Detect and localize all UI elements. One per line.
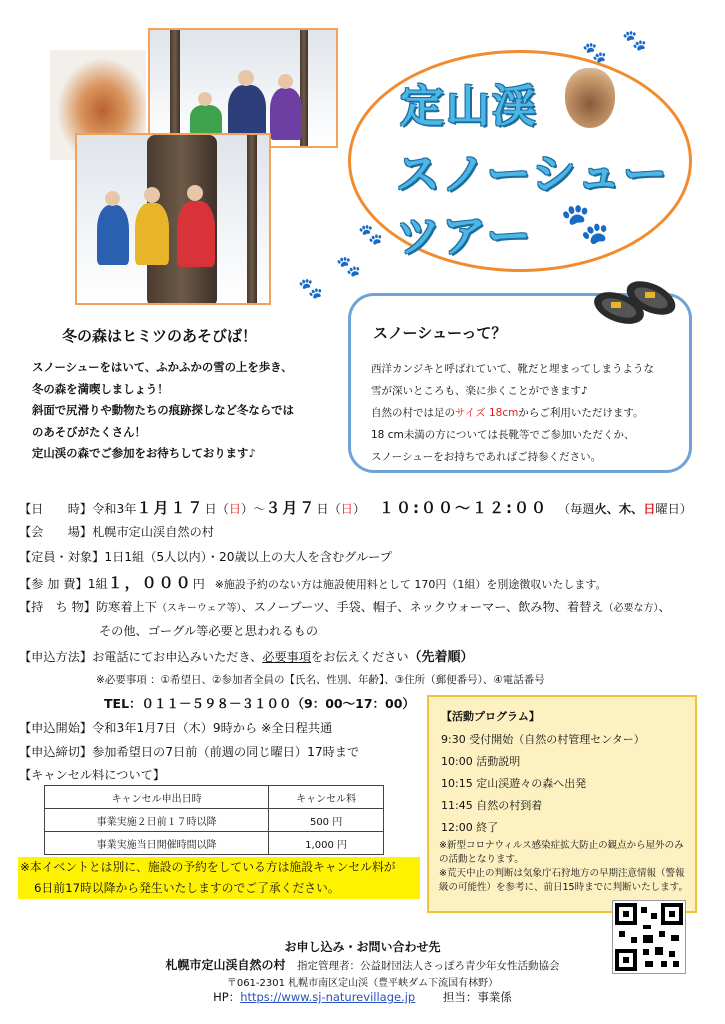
lead-heading: 冬の森はヒミツのあそびば！ — [62, 327, 258, 345]
facility-cancel-notice — [18, 857, 420, 899]
table-cell: 1,000 円 — [269, 832, 384, 855]
snowshoe-line: 西洋カンジキと呼ばれていて、靴だと埋まってしまうような — [371, 363, 655, 375]
bring-row: 【持 ち 物】防寒着上下（スキーウェア等）、スノーブーツ、手袋、帽子、ネックウォーマー、飲み物、着替え（必要な方）、 — [19, 600, 671, 614]
footer-org: 札幌市定山渓自然の村 指定管理者：公益財団法人さっぽろ青少年女性活動協会 — [165, 958, 560, 972]
fee-row: 【参 加 費】1組１，０００円 ※施設予約のない方は施設使用料として 170円（1組）を別途徴収いたします。 — [19, 574, 607, 592]
lead-line: のあそびがたくさん！ — [32, 424, 146, 439]
activity-program-box — [427, 695, 697, 913]
apply-row: 【申込方法】お電話にてお申込みいただき、必要事項をお伝えください（先着順） — [19, 650, 474, 665]
bring-row-2: その他、ゴーグル等必要と思われるもの — [99, 624, 319, 638]
lead-line: 斜面で尻滑りや動物たちの痕跡探しなど冬ならでは — [32, 403, 294, 417]
website-link[interactable]: https://www.sj-naturevillage.jp — [240, 990, 416, 1004]
notice-line: ※本イベントとは別に、施設の予約をしている方は施設キャンセル料が — [20, 860, 396, 874]
program-heading: 【活動プログラム】 — [441, 710, 540, 723]
table-header: キャンセル料 — [269, 786, 384, 809]
table-header: キャンセル申出日時 — [45, 786, 269, 809]
table-cell: 事業実施２日前１７時以降 — [45, 809, 269, 832]
program-item: 9:30 受付開始（自然の村管理センター） — [441, 733, 645, 746]
notice-line: 6日前17時以降から発生いたしますのでご了承ください。 — [34, 881, 340, 895]
lead-line: スノーシューをはいて、ふかふかの雪の上を歩き、 — [32, 360, 293, 374]
paw-print-icon: 🐾 — [358, 222, 383, 246]
table-header-row — [45, 786, 384, 809]
paw-print-icon: 🐾 — [622, 28, 647, 52]
cancel-label: 【キャンセル料について】 — [19, 768, 166, 782]
snowshoe-heading: スノーシューって？ — [373, 324, 507, 342]
table-cell: 事業実施当日開催時間以降 — [45, 832, 269, 855]
snowshoe-line: 自然の村では足のサイズ 18cmからご利用いただけます。 — [371, 407, 644, 419]
paw-print-icon: 🐾 — [582, 40, 607, 64]
contact-heading: お申し込み・お問い合わせ先 — [284, 940, 441, 954]
size-highlight: サイズ 18cm — [455, 407, 519, 419]
footer-hp: HP：https://www.sj-naturevillage.jp 担当：事業係 — [213, 990, 512, 1004]
snowshoe-line: スノーシューをお持ちであればご持参ください。 — [371, 451, 602, 463]
snowshoe-line: 雪が深いところも、楽に歩くことができます♪ — [371, 385, 588, 397]
cancel-fee-table — [44, 785, 384, 855]
lead-line: 定山渓の森でご参加をお待ちしております♪ — [32, 446, 256, 460]
paw-print-icon: 🐾 — [298, 276, 323, 300]
pinecone-icon — [565, 68, 615, 128]
end-row: 【申込締切】参加希望日の7日前（前週の同じ曜日）17時まで — [19, 745, 360, 759]
capacity-row: 【定員・対象】1日1組（5人以内）・20歳以上の大人を含むグループ — [19, 550, 392, 564]
paw-print-icon: 🐾 — [336, 254, 361, 278]
venue-row: 【会 場】札幌市定山渓自然の村 — [19, 525, 214, 539]
program-item: 10:00 活動説明 — [441, 755, 521, 768]
event-time: １０:００～１２:００ — [379, 499, 549, 517]
table-row — [45, 809, 384, 832]
title-line-3: ツアー — [396, 211, 533, 262]
title-line-1: 定山渓 — [400, 81, 538, 132]
footer-address: 〒061-2301 札幌市南区定山渓（豊平峡ダム下流国有林野） — [226, 978, 499, 989]
tel-row[interactable]: TEL：０１１－５９８－３１００（9：00～17：00） — [104, 696, 415, 711]
snowshoe-icon — [589, 272, 681, 336]
snowshoe-text — [371, 358, 671, 468]
table-row — [45, 832, 384, 855]
paw-print-icon: 🐾 — [560, 201, 610, 247]
program-note: ※新型コロナウィルス感染症拡大防止の観点から屋外のみの活動となります。 — [439, 840, 684, 865]
lead-text — [32, 357, 332, 465]
table-cell: 500 円 — [269, 809, 384, 832]
family-walking-photo — [148, 28, 338, 148]
required-items: ※必要事項 ：①希望日、②参加者全員の【氏名、性別、年齢】、③住所（郵便番号）、④電話番号 — [96, 674, 545, 686]
title-line-2: スノーシュー — [396, 149, 669, 200]
tree-group-photo — [75, 133, 271, 305]
program-note: ※荒天中止の判断は気象庁石狩地方の早期注意情報（警報級の可能性）を参考に、前日15時までに判断いたします。 — [439, 868, 688, 893]
program-item: 11:45 自然の村到着 — [441, 799, 543, 812]
program-item: 12:00 終了 — [441, 821, 499, 834]
lead-line: 冬の森を満喫しましょう！ — [32, 381, 169, 396]
program-item: 10:15 定山渓遊々の森へ出発 — [441, 777, 587, 790]
snowshoe-line: 18 cm未満の方については長靴等でご参加いただくか、 — [371, 429, 635, 441]
snowshoe-info-box — [348, 293, 692, 473]
date-row: 【日 時】令和3年１月１７日（日）～３月７日（日） １０:００～１２:００ （毎週火、木、日曜日） — [19, 499, 692, 517]
start-row: 【申込開始】令和3年1月7日（木）9時から ※全日程共通 — [19, 721, 333, 735]
